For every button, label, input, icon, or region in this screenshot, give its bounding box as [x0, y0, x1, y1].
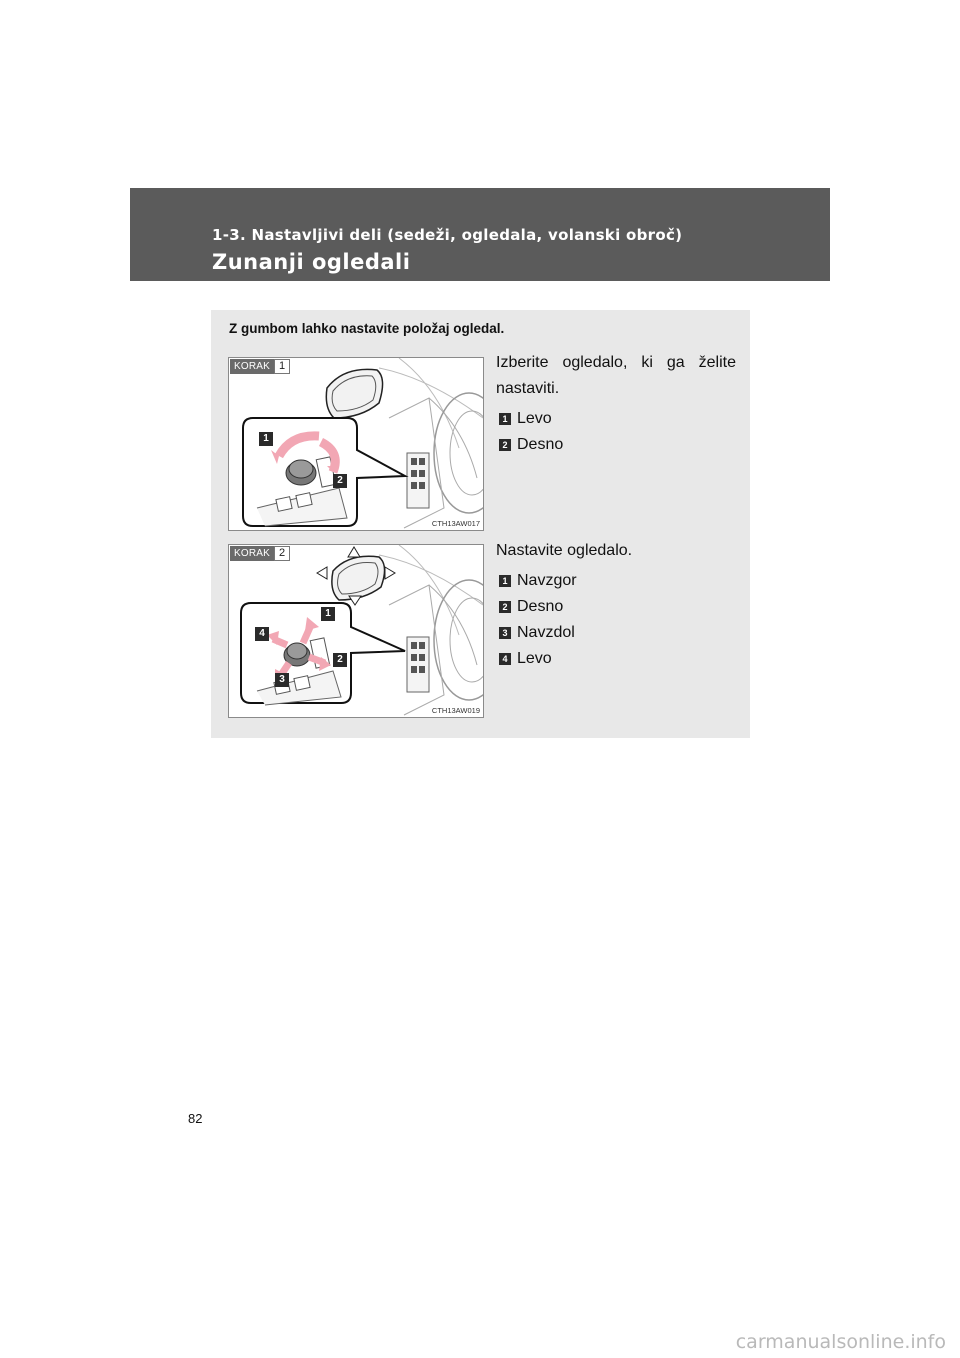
step-2-instruction: Nastavite ogledalo.	[496, 542, 633, 559]
page-number: 82	[188, 1111, 203, 1126]
number-1-icon: 1	[499, 575, 511, 587]
step-1-figure	[228, 357, 484, 531]
callout-1-icon: 1	[259, 432, 273, 446]
intro-text: Z gumbom lahko nastavite položaj ogledal.	[229, 321, 505, 336]
number-2-icon: 2	[499, 601, 511, 613]
watermark-link[interactable]: carmanualsonline.info	[585, 1326, 960, 1358]
list-item	[499, 568, 577, 594]
figure-code: CTH13AW019	[431, 706, 480, 715]
number-4-icon: 4	[499, 653, 511, 665]
step-badge	[230, 546, 290, 561]
callout-2-icon: 2	[333, 474, 347, 488]
item-label: Navzdol	[517, 624, 575, 641]
step-2-figure	[228, 544, 484, 718]
item-label: Desno	[517, 598, 564, 615]
step-1-instruction: Izberite ogledalo, ki ga želite nastaviti.	[496, 354, 736, 397]
item-label: Levo	[517, 650, 552, 667]
callout-3-icon: 3	[275, 673, 289, 687]
section-label: 1-3. Nastavljivi deli (sedeži, ogledala, volanski obroč)	[212, 226, 683, 244]
list-item	[499, 594, 577, 620]
item-label: Navzgor	[517, 572, 577, 589]
step-word: KORAK	[230, 546, 274, 561]
number-2-icon: 2	[499, 439, 511, 451]
step-2-items	[499, 568, 577, 672]
callout-1-icon: 1	[321, 607, 335, 621]
step-1-items	[499, 406, 563, 458]
step-number: 1	[274, 359, 290, 374]
number-1-icon: 1	[499, 413, 511, 425]
number-3-icon: 3	[499, 627, 511, 639]
step-word: KORAK	[230, 359, 274, 374]
instruction-panel	[211, 310, 750, 738]
list-item	[499, 406, 563, 432]
callout-2-icon: 2	[333, 653, 347, 667]
callout-4-icon: 4	[255, 627, 269, 641]
item-label: Desno	[517, 436, 564, 453]
list-item	[499, 646, 577, 672]
figure-code: CTH13AW017	[431, 519, 480, 528]
step-number: 2	[274, 546, 290, 561]
list-item	[499, 620, 577, 646]
item-label: Levo	[517, 410, 552, 427]
section-header	[130, 188, 830, 281]
step-badge	[230, 359, 290, 374]
list-item	[499, 432, 563, 458]
page-title: Zunanji ogledali	[212, 250, 411, 274]
